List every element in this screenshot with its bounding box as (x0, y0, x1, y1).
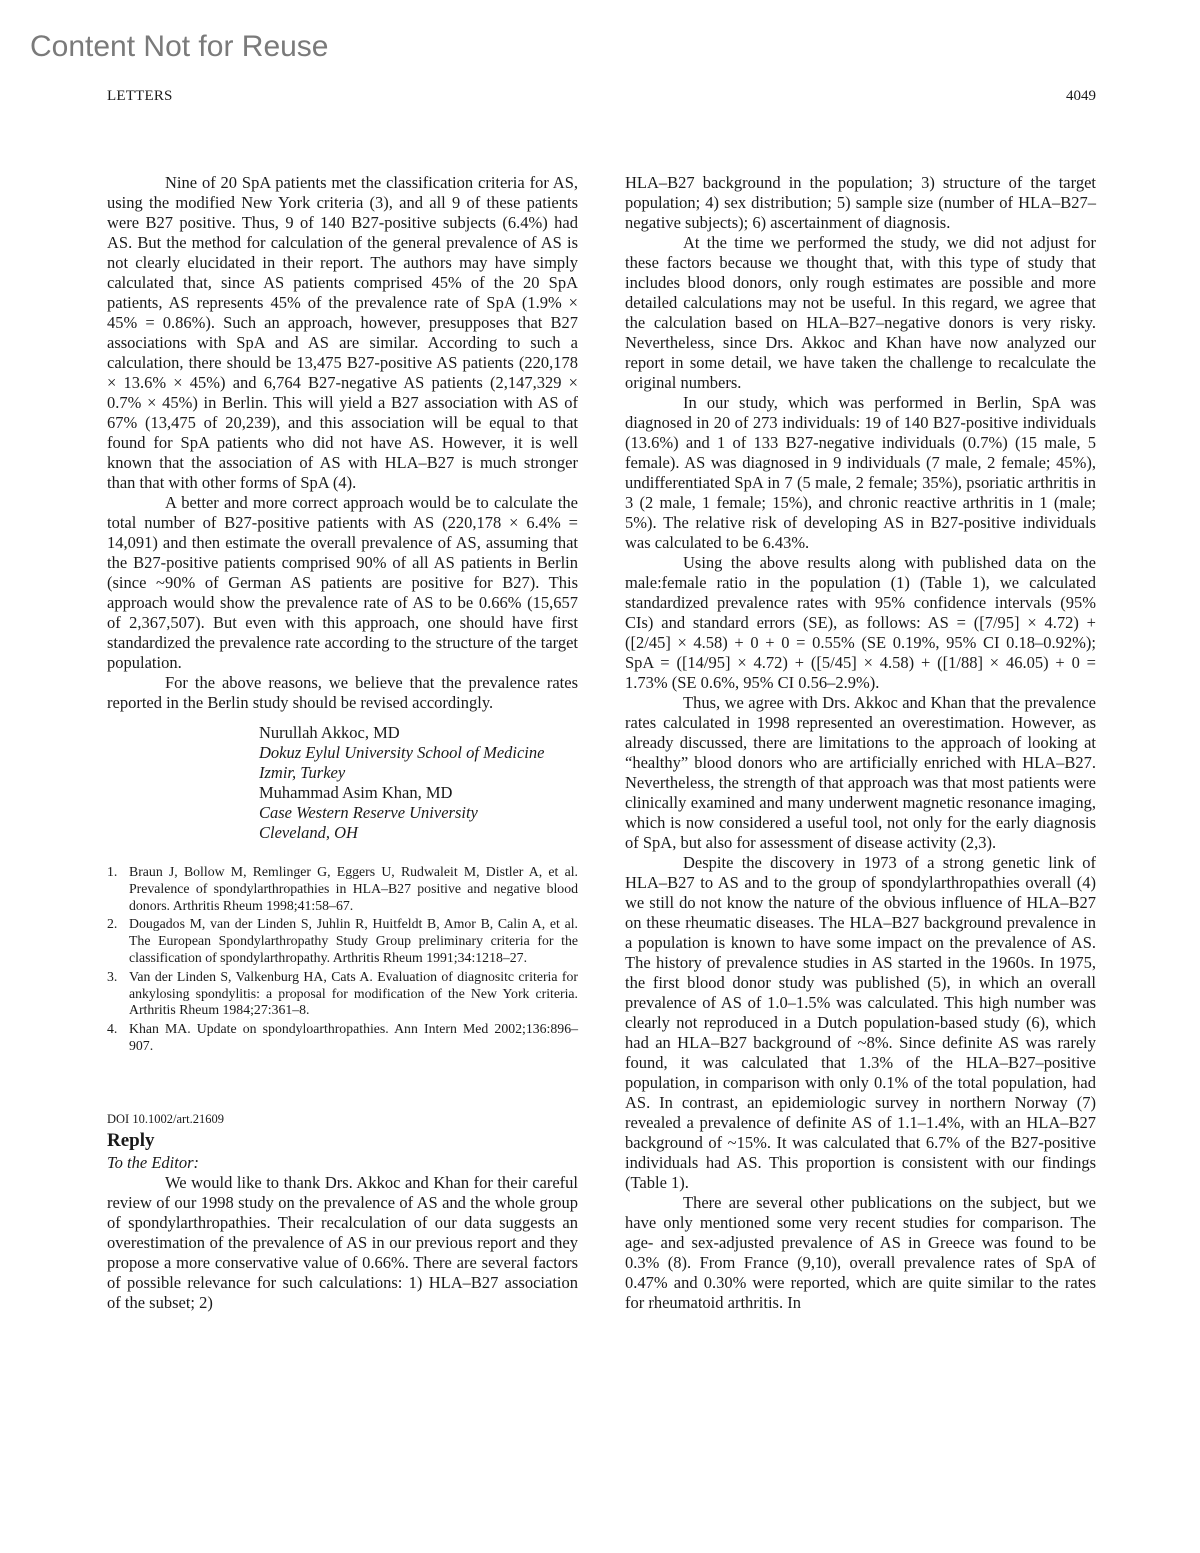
reference-item (107, 864, 578, 914)
right-column (625, 173, 1096, 1313)
body-paragraph: Nine of 20 SpA patients met the classification criteria for AS, using the modified New York criteria (3), and all 9 of these patients were B27 positive. Thus, 9 of 140 B27-positive subjects (6.4%) had AS. But the method for calculation of the general prevalence of AS is not clearly elucidated in their report. The authors may have simply calculated that, since AS patients comprised 45% of the 20 SpA patients, AS represents 45% of the prevalence rate of SpA (1.9% × 45% = 0.86%). Such an approach, however, presupposes that B27 associations with SpA and AS are similar. According to such a calculation, there should be 13,475 B27-positive AS patients (220,178 × 13.6% × 45%) and 6,764 B27-negative AS patients (2,147,329 × 0.7% × 45%) in Berlin. This will yield a B27 association with AS of 67% (13,475 of 20,239), and this association will be equal to that found for SpA patients who did not have AS. However, it is well known that the association of AS with HLA–B27 is much stronger than that with other forms of SpA (4). (107, 173, 578, 492)
reference-item (107, 969, 578, 1019)
author-affiliation: Case Western Reserve University (259, 803, 478, 822)
body-paragraph: There are several other publications on the subject, but we have only mentioned some very recent studies for comparison. The age- and sex-adjusted prevalence of AS in Greece was found to be 0.3% (8). From France (9,10), overall prevalence rates of SpA of 0.47% and 0.30% were reported, which are quite similar to the rates for rheumatoid arthritis. In (625, 1193, 1096, 1312)
body-paragraph: Thus, we agree with Drs. Akkoc and Khan that the prevalence rates calculated in 1998 represented an overestimation. However, as already discussed, there are limitations to the approach of looking at “healthy” blood donors who are artificially enriched with HLA–B27. Nevertheless, the strength of that approach was that most patients were clinically examined and many underwent magnetic resonance imaging, which is now considered a useful tool, not only for the early diagnosis of SpA, but also for assessment of disease activity (2,3). (625, 693, 1096, 852)
reference-list (107, 864, 578, 1055)
running-head: LETTERS (107, 88, 173, 104)
body-paragraph: A better and more correct approach would be to calculate the total number of B27-positive patients with AS (220,178 × 6.4% = 14,091) and then estimate the overall prevalence of AS, assuming that the B27-positive patients comprised 90% of all AS patients in Berlin (since ~90% of German AS patients are positive for B27). This approach would show the prevalence rate of AS to be 0.66% (15,657 of 2,367,507). But even with this approach, one should have first standardized the prevalence rate according to the structure of the target population. (107, 493, 578, 672)
doi-label: DOI 10.1002/art.21609 (107, 1111, 224, 1126)
author-location: Cleveland, OH (259, 823, 358, 842)
reference-item (107, 916, 578, 966)
author-location: Izmir, Turkey (259, 763, 346, 782)
reference-number: 1. (107, 864, 118, 879)
body-paragraph: At the time we performed the study, we did not adjust for these factors because we thought that, with this type of study that includes blood donors, only rough estimates are possible and more detailed calculations may not be useful. In this regard, we agree that the calculation based on HLA–B27–negative donors is very risky. Nevertheless, since Drs. Akkoc and Khan have now analyzed our report in some detail, we have taken the challenge to recalculate the original numbers. (625, 233, 1096, 392)
body-paragraph: In our study, which was performed in Berlin, SpA was diagnosed in 20 of 273 individuals: 19 of 140 B27-positive individuals (13.6%) and 1 of 133 B27-negative individuals (0.7%) (15 male, 5 female). AS was diagnosed in 9 individuals (7 male, 2 female; 45%), undifferentiated SpA in 7 (5 male, 2 female; 35%), psoriatic arthritis in 3 (2 male, 1 female; 15%), and chronic reactive arthritis in 1 (male; 5%). The relative risk of developing AS in B27-positive individuals was calculated to be 6.43%. (625, 393, 1096, 552)
author-affiliation: Dokuz Eylul University School of Medicine (259, 743, 545, 762)
body-paragraph: HLA–B27 background in the population; 3) structure of the target population; 4) sex distribution; 5) sample size (number of HLA–B27–negative subjects); 6) ascertainment of diagnosis. (625, 173, 1096, 232)
reference-text: Van der Linden S, Valkenburg HA, Cats A. Evaluation of diagnositc criteria for ankylosing spondylitis: a proposal for modification of the New York criteria. Arthritis Rheum 1984;27:361–8. (129, 968, 578, 1018)
body-paragraph: We would like to thank Drs. Akkoc and Khan for their careful review of our 1998 study on the prevalence of AS and the whole group of spondylarthropathies. Their recalculation of our data suggests an overestimation of the prevalence of AS in our previous report and they propose a more conservative value of 0.66%. There are several factors of possible relevance for such calculations: 1) HLA–B27 association of the subset; 2) (107, 1172, 578, 1312)
left-column (107, 173, 578, 1313)
page-number: 4049 (1066, 88, 1096, 104)
reference-number: 4. (107, 1021, 118, 1037)
watermark-text: Content Not for Reuse (30, 30, 329, 63)
reference-number: 2. (107, 916, 118, 932)
author-name: Muhammad Asim Khan, MD (259, 783, 453, 802)
reply-heading: Reply (107, 1129, 155, 1151)
reference-text: Khan MA. Update on spondyloarthropathies. Ann Intern Med 2002;136:896–907. (129, 1021, 578, 1053)
author-name: Nurullah Akkoc, MD (259, 723, 400, 742)
reference-text: Braun J, Bollow M, Remlinger G, Eggers U, Rudwaleit M, Distler A, et al. Prevalence of spondylarthropathies in HLA–B27 positive and negative blood donors. Arthritis Rheum 1998;41:58–67. (129, 864, 578, 913)
body-paragraph: Using the above results along with published data on the male:female ratio in the population (1) (Table 1), we calculated standardized prevalence rates with 95% confidence intervals (95% CIs) and standard errors (SE), as follows: AS = ([7/95] × 4.72) + ([2/45] × 4.58) + 0 + 0 = 0.55% (SE 0.19%, 95% CI 0.18–0.92%); SpA = ([14/95] × 4.72) + ([5/45] × 4.58) + ([1/88] × 46.05) + 0 = 1.73% (SE 0.6%, 95% CI 0.56–2.9%). (625, 553, 1096, 692)
body-paragraph: Despite the discovery in 1973 of a strong genetic link of HLA–B27 to AS and to the group of spondylarthropathies overall (4) we still do not know the nature of the obvious influence of HLA–B27 on these rheumatic diseases. The HLA–B27 background prevalence in a population is known to have some impact on the prevalence of AS. The history of prevalence studies in AS started in the 1960s. In 1975, the first blood donor study was published (5), in which an overall prevalence of AS of 1.0–1.5% was calculated. This high number was clearly not reproduced in a Dutch population-based study (6), which had an HLA–B27 background of ~8%. Since definite AS was rarely found, it was calculated that 1.3% of the HLA–B27–positive population, in comparison with only 0.1% of the total population, had AS. In contrast, an epidemiologic survey in northern Norway (7) revealed a prevalence of definite AS of 1.1–1.4%, with an HLA–B27 background of ~15%. It was calculated that 6.7% of the B27-positive individuals had AS. This proportion is consistent with our findings (Table 1). (625, 853, 1096, 1192)
letter-signature (259, 723, 578, 843)
reference-number: 3. (107, 968, 118, 984)
body-paragraph: For the above reasons, we believe that the prevalence rates reported in the Berlin study should be revised accordingly. (107, 673, 578, 712)
reference-item (107, 1021, 578, 1055)
reference-text: Dougados M, van der Linden S, Juhlin R, Huitfeldt B, Amor B, Calin A, et al. The European Spondylarthropathy Study Group preliminary criteria for the classification of spondylarthropathy. Arthritis Rheum 1991;34:1218–27. (129, 916, 578, 965)
salutation: To the Editor: (107, 1152, 199, 1172)
